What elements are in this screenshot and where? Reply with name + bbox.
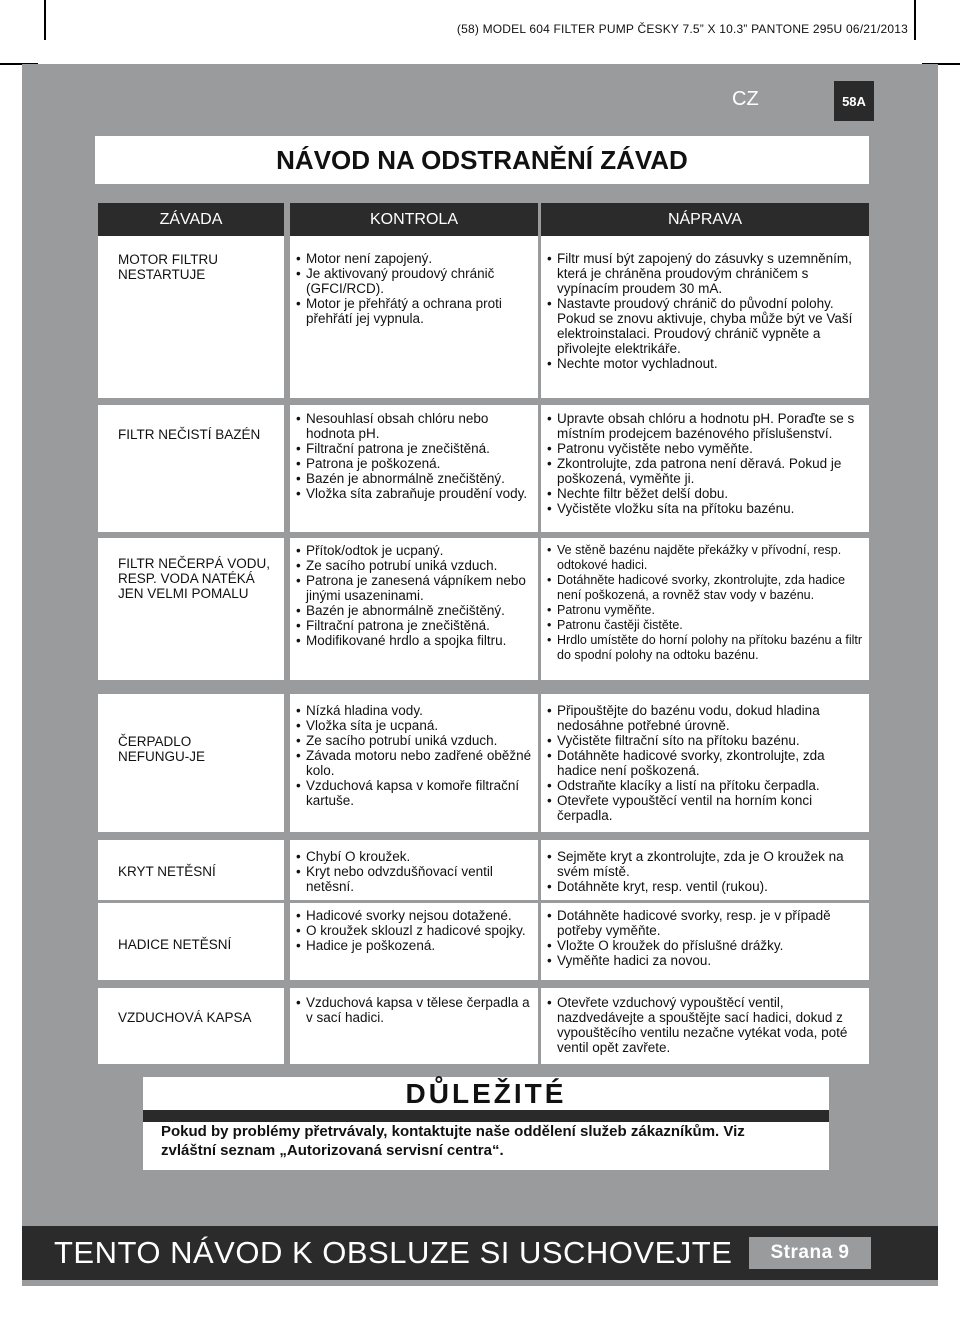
remedy-item: • Vyčistěte filtrační síto na přítoku bazénu. (547, 733, 865, 748)
check-cell (290, 903, 538, 980)
remedy-item: • Dotáhněte hadicové svorky, resp. je v případě potřeby vyměňte. (547, 908, 865, 938)
footer-text: TENTO NÁVOD K OBSLUZE SI USCHOVEJTE (54, 1235, 733, 1270)
remedy-item: • Dotáhněte kryt, resp. ventil (rukou). (547, 879, 865, 894)
check-cell (290, 840, 538, 900)
remedy-item: • Nechte motor vychladnout. (547, 356, 865, 371)
problem-cell: HADICE NETĚSNÍ (98, 903, 284, 980)
notice-divider (143, 1110, 829, 1122)
important-notice (143, 1077, 829, 1170)
remedy-cell (541, 840, 869, 900)
language-label: CZ (732, 88, 759, 110)
check-item: • Motor je přehřátý a ochrana proti přehřátí jej vypnula. (296, 296, 532, 326)
remedy-item: • Patronu vyčistěte nebo vyměňte. (547, 441, 865, 456)
check-item: • Kryt nebo odvzdušňovací ventil netěsní. (296, 864, 532, 894)
remedy-item: • Otevřete vzduchový vypouštěcí ventil, nazdvedávejte a spouštějte sací hadici, dokud z vypouštěcího ventilu nezačne vytékat voda, poté ventil opět zavřete. (547, 995, 865, 1055)
page-code-badge: 58A (834, 81, 874, 121)
remedy-cell (541, 694, 869, 832)
check-item: • Patrona je zanesená vápníkem nebo jinými usazeninami. (296, 573, 532, 603)
remedy-item: • Vyměňte hadici za novou. (547, 953, 865, 968)
problem-cell: FILTR NEČERPÁ VODU, RESP. VODA NATÉKÁ JEN VELMI POMALU (98, 538, 284, 680)
remedy-item: • Vyčistěte vložku síta na přítoku bazénu. (547, 501, 865, 516)
column-header-problem: ZÁVADA (98, 203, 284, 236)
notice-text: Pokud by problémy přetrvávaly, kontaktujte naše oddělení služeb zákazníkům. Viz zvláštní seznam „Autorizovaná servisní centra“. (161, 1123, 745, 1159)
page-title: NÁVOD NA ODSTRANĚNÍ ZÁVAD (95, 136, 869, 184)
check-item: • Závada motoru nebo zadřené oběžné kolo. (296, 748, 532, 778)
remedy-item: • Zkontrolujte, zda patrona není děravá. Pokud je poškozená, vyměňte ji. (547, 456, 865, 486)
check-item: • Ze sacího potrubí uniká vzduch. (296, 733, 532, 748)
remedy-item: • Vložte O kroužek do příslušné drážky. (547, 938, 865, 953)
check-cell (290, 988, 538, 1064)
problem-cell: ČERPADLO NEFUNGU-JE (98, 694, 284, 832)
remedy-item: • Patronu častěji čistěte. (547, 618, 865, 633)
problem-cell: KRYT NETĚSNÍ (98, 840, 284, 900)
check-item: • Filtrační patrona je znečištěná. (296, 441, 532, 456)
remedy-item: • Nastavte proudový chránič do původní polohy. Pokud se znovu aktivuje, chyba může být ve Vaší elektroinstalaci. Proudový chránič vypněte a přivolejte elektrikáře. (547, 296, 865, 356)
check-item: • Nízká hladina vody. (296, 703, 532, 718)
problem-cell: FILTR NEČISTÍ BAZÉN (98, 405, 284, 532)
remedy-item: • Sejměte kryt a zkontrolujte, zda je O kroužek na svém místě. (547, 849, 865, 879)
page-number: Strana 9 (749, 1237, 871, 1269)
footer-bar (22, 1226, 938, 1280)
check-item: • Bazén je abnormálně znečištěný. (296, 471, 532, 486)
problem-cell: MOTOR FILTRU NESTARTUJE (98, 236, 284, 398)
remedy-item: • Nechte filtr běžet delší dobu. (547, 486, 865, 501)
check-item: • Filtrační patrona je znečištěná. (296, 618, 532, 633)
check-item: • Vzduchová kapsa v tělese čerpadla a v sací hadici. (296, 995, 532, 1025)
remedy-item: • Otevřete vypouštěcí ventil na horním konci čerpadla. (547, 793, 865, 823)
remedy-item: • Dotáhněte hadicové svorky, zkontrolujte, zda hadice není poškozená, a rovněž stav vody v bazénu. (547, 573, 865, 603)
print-header-note: (58) MODEL 604 FILTER PUMP ČESKY 7.5” X 10.3” PANTONE 295U 06/21/2013 (456, 22, 908, 36)
remedy-cell (541, 538, 869, 680)
remedy-item: • Ve stěně bazénu najděte překážky v přívodní, resp. odtokové hadici. (547, 543, 865, 573)
check-cell (290, 236, 538, 398)
problem-cell: VZDUCHOVÁ KAPSA (98, 988, 284, 1064)
check-item: • Ze sacího potrubí uniká vzduch. (296, 558, 532, 573)
notice-title: DŮLEŽITÉ (399, 1077, 573, 1110)
remedy-cell (541, 405, 869, 532)
crop-mark (44, 0, 46, 40)
remedy-cell (541, 903, 869, 980)
column-header-check: KONTROLA (290, 203, 538, 236)
check-item: • Je aktivovaný proudový chránič (GFCI/RCD). (296, 266, 532, 296)
check-item: • Vložka síta zabraňuje proudění vody. (296, 486, 532, 501)
remedy-item: • Odstraňte klacíky a listí na přítoku čerpadla. (547, 778, 865, 793)
check-cell (290, 694, 538, 832)
check-cell (290, 538, 538, 680)
remedy-item: • Hrdlo umístěte do horní polohy na přítoku bazénu a filtr do spodní polohy na odtoku bazénu. (547, 633, 865, 663)
check-item: • Vzduchová kapsa v komoře filtrační kartuše. (296, 778, 532, 808)
remedy-item: • Upravte obsah chlóru a hodnotu pH. Poraďte se s místním prodejcem bazénového příslušenství. (547, 411, 865, 441)
check-item: • O kroužek sklouzl z hadicové spojky. (296, 923, 532, 938)
remedy-item: • Dotáhněte hadicové svorky, zkontrolujte, zda hadice není poškozená. (547, 748, 865, 778)
check-item: • Patrona je poškozená. (296, 456, 532, 471)
check-item: • Motor není zapojený. (296, 251, 532, 266)
check-item: • Hadice je poškozená. (296, 938, 532, 953)
remedy-item: • Patronu vyměňte. (547, 603, 865, 618)
check-item: • Vložka síta je ucpaná. (296, 718, 532, 733)
remedy-cell (541, 988, 869, 1064)
remedy-cell (541, 236, 869, 398)
remedy-item: • Připouštějte do bazénu vodu, dokud hladina nedosáhne potřebné úrovně. (547, 703, 865, 733)
check-item: • Bazén je abnormálně znečištěný. (296, 603, 532, 618)
remedy-item: • Filtr musí být zapojený do zásuvky s uzemněním, která je chráněna proudovým chráničem s vypínacím proudem 30 mA. (547, 251, 865, 296)
check-item: • Nesouhlasí obsah chlóru nebo hodnota pH. (296, 411, 532, 441)
crop-mark (914, 0, 916, 40)
check-item: • Modifikované hrdlo a spojka filtru. (296, 633, 532, 648)
column-header-remedy: NÁPRAVA (541, 203, 869, 236)
check-item: • Chybí O kroužek. (296, 849, 532, 864)
check-item: • Přítok/odtok je ucpaný. (296, 543, 532, 558)
check-item: • Hadicové svorky nejsou dotažené. (296, 908, 532, 923)
check-cell (290, 405, 538, 532)
